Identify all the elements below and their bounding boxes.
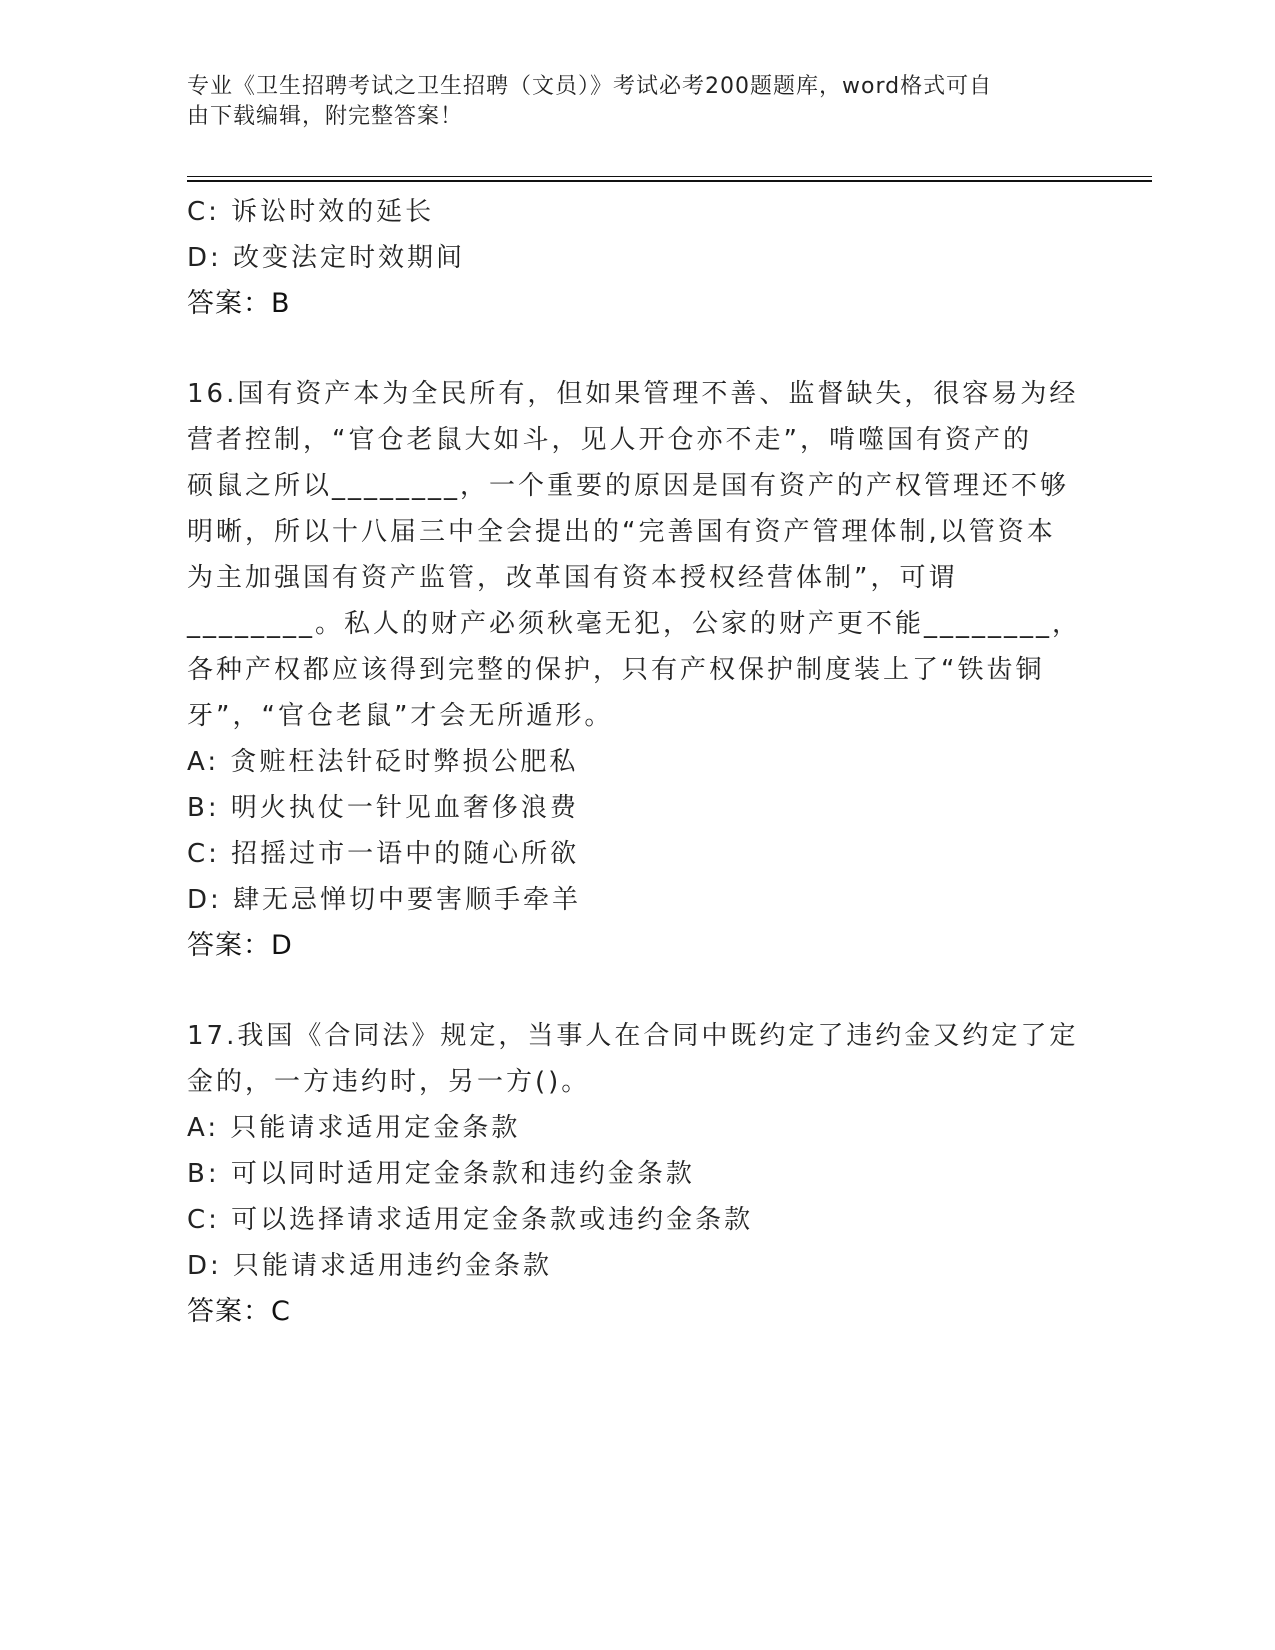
header-divider-thick (187, 180, 1152, 182)
answer-line: 答案：D (187, 930, 293, 961)
previous-question-tail (187, 189, 1087, 327)
header-divider-thin (187, 176, 1152, 177)
option-d: D: 改变法定时效期间 (187, 243, 466, 273)
question-17 (187, 1013, 1087, 1335)
question-text-line: 金的，一方违约时，另一方()。 (187, 1067, 591, 1097)
option-d: D: 只能请求适用违约金条款 (187, 1251, 553, 1281)
option-c: C: 可以选择请求适用定金条款或违约金条款 (187, 1205, 754, 1235)
option-a: A: 只能请求适用定金条款 (187, 1113, 521, 1143)
question-text-line: 各种产权都应该得到完整的保护，只有产权保护制度装上了“铁齿铜 (187, 655, 1045, 685)
question-text-line: 17.我国《合同法》规定，当事人在合同中既约定了违约金又约定了定 (187, 1021, 1079, 1051)
option-d: D: 肆无忌惮切中要害顺手牵羊 (187, 885, 582, 915)
spacer (187, 327, 1087, 371)
option-c: C: 招摇过市一语中的随心所欲 (187, 839, 580, 869)
question-text-line: 硕鼠之所以________，一个重要的原因是国有资产的产权管理还不够 (187, 471, 1070, 501)
document-header (187, 72, 1067, 132)
option-c: C: 诉讼时效的延长 (187, 197, 435, 227)
question-16 (187, 371, 1087, 969)
option-b: B: 可以同时适用定金条款和违约金条款 (187, 1159, 695, 1189)
answer-line: 答案：B (187, 288, 291, 319)
question-content (187, 189, 1087, 1335)
question-text-line: ________。私人的财产必须秋毫无犯，公家的财产更不能________， (187, 609, 1082, 639)
option-a: A: 贪赃枉法针砭时弊损公肥私 (187, 747, 579, 777)
question-text-line: 牙”，“官仓老鼠”才会无所遁形。 (187, 701, 614, 731)
header-line-2: 由下载编辑，附完整答案！ (187, 104, 464, 129)
question-text-line: 明晰，所以十八届三中全会提出的“完善国有资产管理体制,以管资本 (187, 517, 1056, 547)
question-text-line: 16.国有资产本为全民所有，但如果管理不善、监督缺失，很容易为经 (187, 379, 1079, 409)
answer-line: 答案：C (187, 1296, 291, 1327)
header-line-1: 专业《卫生招聘考试之卫生招聘（文员）》考试必考200题题库，word格式可自 (187, 74, 993, 99)
question-text-line: 营者控制，“官仓老鼠大如斗，见人开仓亦不走”，啃噬国有资产的 (187, 425, 1032, 455)
option-b: B: 明火执仗一针见血奢侈浪费 (187, 793, 579, 823)
question-text-line: 为主加强国有资产监管，改革国有资本授权经营体制”，可谓 (187, 563, 958, 593)
spacer (187, 969, 1087, 1013)
